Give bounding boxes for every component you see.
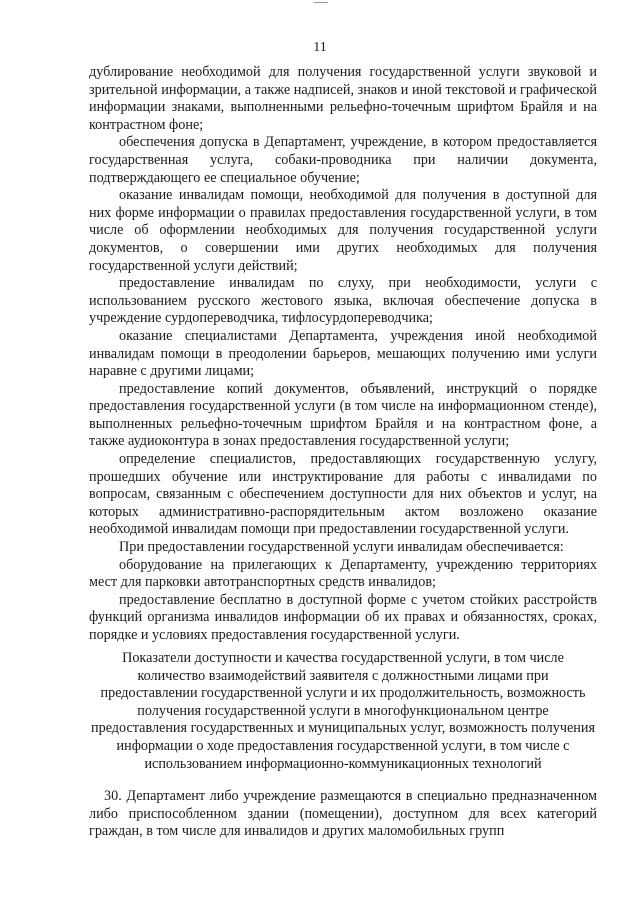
paragraph: предоставление бесплатно в доступной форме с учетом стойких расстройств функций организма инвалидов информации об их правах и обязанностях, сроках, порядке и условиях предоставления государственной услуги.: [89, 591, 597, 643]
paragraph: предоставление инвалидам по слуху, при необходимости, услуги с использованием русского жестового языка, включая обеспечение допуска в учреждение сурдопереводчика, тифлосурдопереводчика;: [89, 275, 597, 327]
page-number: 11: [313, 40, 327, 55]
paragraph: При предоставлении государственной услуги инвалидам обеспечивается:: [119, 539, 564, 556]
paragraph: оказание специалистами Департамента, учреждения иной необходимой инвалидам помощи в преодолении барьеров, мешающих получению ими услуги наравне с другими лицами;: [89, 327, 597, 380]
body-text: [89, 64, 597, 645]
paragraph: дублирование необходимой для получения государственной услуги звуковой и зрительной информации, а также надписей, знаков и иной текстовой и графической информации знаками, выполненными рельефно-точечным шрифтом Брайля и на контрастном фоне;: [89, 64, 597, 133]
scan-mark: [314, 2, 328, 3]
paragraph: обеспечения допуска в Департамент, учреждение, в котором предоставляется государственная услуга, собаки-проводника при наличии документа, подтверждающего ее специальное обучение;: [89, 134, 597, 186]
paragraph-30: 30. Департамент либо учреждение размещаются в специально предназначенном либо приспособленном здании (помещении), доступном для всех категорий граждан, в том числе для инвалидов и других маломобильных групп: [89, 788, 597, 840]
paragraph: предоставление копий документов, объявлений, инструкций о порядке предоставления государственной услуги (в том числе на информационном стенде), выполненных рельефно-точечным шрифтом Брайля и на контрастном фоне, а также аудиоконтура в зонах предоставления государственной услуги;: [89, 380, 597, 450]
paragraph: определение специалистов, предоставляющих государственную услугу, прошедших обучение или инструктирование для работы с инвалидами по вопросам, связанным с обеспечением доступности для них объектов и услуг, на которых административно-распорядительным актом возложено оказание необходимой инвалидам помощи при предоставлении государственной услуги.: [89, 451, 597, 538]
section-30: [89, 788, 597, 841]
section-heading: Показатели доступности и качества государственной услуги, в том числе количество взаимодействий заявителя с должностными лицами при предоставлении государственной услуги и их продолжительность, возможность получения государственной услуги в многофункциональном центре предоставления государственных и муниципальных услуг, возможность получения информации о ходе предоставления государственной услуги, в том числе с использованием информационно-коммуникационных технологий: [91, 650, 595, 772]
paragraph: оборудование на прилегающих к Департаменту, учреждению территориях мест для парковки автотранспортных средств инвалидов;: [89, 556, 597, 591]
paragraph: оказание инвалидам помощи, необходимой для получения в доступной для них форме информации о правилах предоставления государственной услуги, в том числе об оформлении необходимых для получения государственной услуги документов, о совершении ими других необходимых для получения государственной услуги действий;: [89, 187, 597, 274]
